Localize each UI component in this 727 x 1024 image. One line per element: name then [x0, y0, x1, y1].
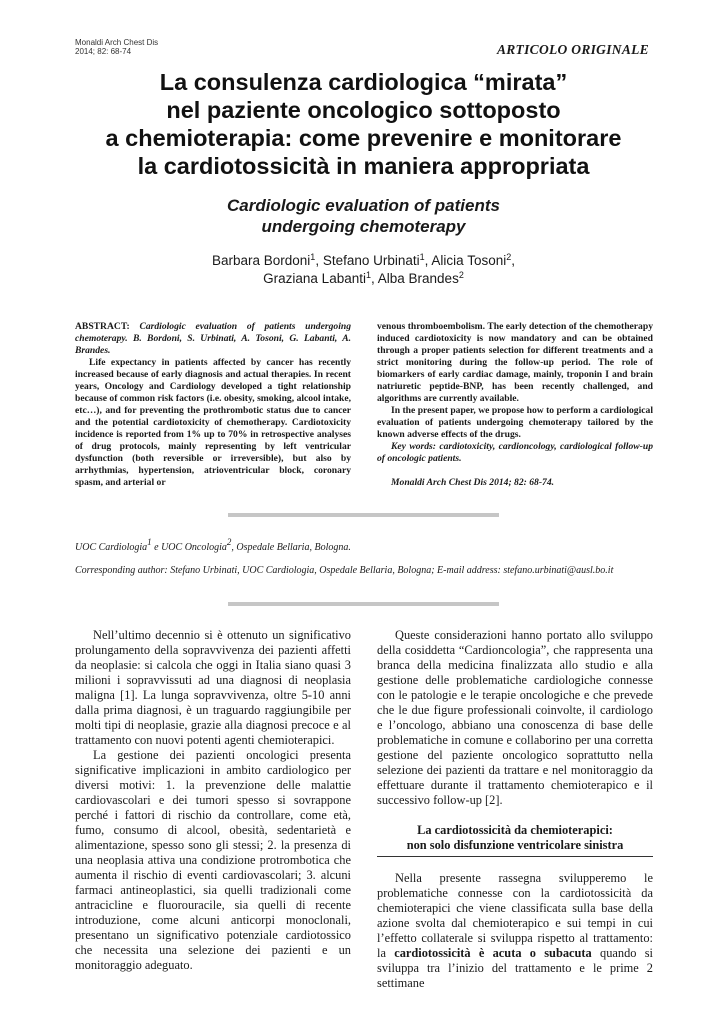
abstract-left-column — [75, 321, 351, 489]
affiliation-unit: UOC Cardiologia — [75, 542, 148, 553]
author-separator: , — [315, 253, 323, 268]
author-name: Stefano Urbinati — [322, 253, 420, 268]
section-heading — [377, 823, 653, 857]
affiliation-marker: 2 — [226, 537, 232, 547]
journal-volume: 2014; 82: 68-74 — [75, 47, 132, 56]
subtitle-line: undergoing chemoterapy — [261, 217, 466, 236]
title-line: La consulenza cardiologica “mirata” — [159, 69, 568, 95]
author-name: Barbara Bordoni — [211, 253, 311, 268]
divider — [228, 602, 499, 606]
abstract-right-column — [377, 321, 653, 489]
abstract-keywords: Key words: cardiotoxicity, cardioncology, cardiological follow-up of oncologic patients. — [377, 441, 653, 464]
abstract-journal-cite: Monaldi Arch Chest Dis 2014; 82: 68-74. — [391, 477, 555, 488]
body-left-column — [75, 628, 351, 973]
body-paragraph: Nell’ultimo decennio si è ottenuto un significativo prolungamento della sopravvivenza dei pazienti affetti da neoplasie: si calcola che oggi in Italia siano quasi 3 milioni i sopravvissuti ad una diagnosi di neoplasia maligna [1]. La lunga sopravvivenza, oltre 5-10 anni dalla prima diagnosi, è un traguardo raggiungibile per molti tipi di neoplasie, grazie alla diagnosi precoce e al trattamento con nuovi potenti agenti chemioterapici. — [75, 628, 351, 747]
abstract-citation — [75, 321, 351, 357]
body-right-column — [377, 628, 653, 991]
affiliation-marker: 1 — [419, 252, 425, 262]
body-paragraph: Queste considerazioni hanno portato allo sviluppo della cosiddetta “Cardioncologia”, che rappresenta una branca della medicina finalizzata allo studio e alla gestione delle problematiche cardiologiche connesse con le patologie e le terapie oncologiche e che prevede che le due figure professionali coinvolte, il cardiologo e l’oncologo, abbiano una conoscenza di base delle problematiche in comune e collaborino per una corretta gestione del paziente oncologico soprattutto nella selezione dei pazienti da trattare e nel monitoraggio da effettuare durante il trattamento chemioterapico e il successivo follow-up [2]. — [377, 628, 653, 807]
abstract-paragraph: Life expectancy in patients affected by cancer has recently increased because of early diagnosis and actual therapies. In recent years, Oncology and Cardiology developed a tight relationship because of common risk factors (i.e. obesity, smoking, alcool intake, etc…), and for preventing the prothrombotic status due to cancer and the potential cardiotoxicity of chemotherapy. Cardiotoxicity incidence is reported from 1% up to 70% in retrospective analyses of drug protocols, mainly representing by left ventricular dysfunction (both reversible or irreversible), but also by arrhythmias, hypertension, atrioventricular block, coronary spasm, and arterial or — [75, 357, 351, 488]
affiliation-marker: 1 — [310, 252, 316, 262]
abstract-paragraph: In the present paper, we propose how to perform a cardiological evaluation of patients undergoing chemoterapy tailored by the known adverse effects of the drugs. — [377, 405, 653, 440]
author-line — [40, 252, 687, 270]
affiliations — [75, 537, 655, 554]
body-paragraph — [377, 871, 653, 991]
body-paragraph: La gestione dei pazienti oncologici presenta significative implicazioni in ambito cardiologico per diversi motivi: 1. la prevenzione delle malattie cardiovascolari e dei tumori spesso si sovrappone perché i fattori di rischio da controllare, come età, fumo, consumo di alcool, obesità, sedentarietà e alimentazione, spesso sono gli stessi; 2. la presenza di una neoplasia attiva una condizione protrombotica che aumenta il rischio di eventi cardiovascolari; 3. alcuni farmaci antineoplastici, sia quelli tradizionali come antracicline e fluorouracile, sia quelli di recente introduzione, come alcuni anticorpi monoclonali, presentano un significativo potenziale cardiotossico che necessita una selezione dei pazienti e un monitoraggio adeguato. — [75, 748, 351, 972]
affiliation-unit: e UOC Oncologia — [151, 542, 227, 553]
english-title — [40, 195, 687, 237]
journal-reference — [75, 38, 158, 56]
affiliation-marker: 2 — [458, 270, 464, 280]
corresponding-author: Corresponding author: Stefano Urbinati, UOC Cardiologia, Ospedale Bellaria, Bologna; E-mail address: stefano.urbinati@ausl.bo.it — [75, 565, 614, 576]
abstract-label: ABSTRACT: — [75, 321, 130, 332]
affiliation-marker: 1 — [365, 270, 371, 280]
body-text: Nella presente rassegna svilupperemo le problematiche connesse con la cardiotossicità da chemioterapici che viene classificata sulla base della azione svolta dal chemioterapico e sui tempi in cui l’effetto collaterale si sviluppa rispetto al trattamento: la — [377, 871, 653, 960]
affiliation-location: , Ospedale Bellaria, Bologna. — [231, 542, 351, 553]
body-bold-text: cardiotossicità è acuta o subacuta — [394, 946, 592, 960]
subtitle-line: Cardiologic evaluation of patients — [227, 196, 500, 215]
author-name: Alicia Tosoni — [431, 253, 507, 268]
body-text: quando si sviluppa tra l’inizio del trattamento e le prime 2 settimane — [377, 946, 654, 990]
author-separator: , — [424, 253, 432, 268]
author-name: Alba Brandes — [377, 271, 459, 286]
author-list — [40, 252, 687, 288]
author-separator: , — [371, 271, 378, 286]
section-heading-line: non solo disfunzione ventricolare sinistra — [406, 838, 624, 852]
section-heading-line: La cardiotossicità da chemioterapici: — [417, 823, 613, 837]
abstract-citation-text: Cardiologic evaluation of patients undergoing chemoterapy. B. Bordoni, S. Urbinati, A. Tosoni, G. Labanti, A. Brandes. — [75, 321, 351, 356]
affiliation-marker: 1 — [147, 537, 152, 547]
title-line: la cardiotossicità in maniera appropriata — [137, 153, 590, 179]
author-separator: , — [511, 253, 515, 268]
journal-name: Monaldi Arch Chest Dis — [75, 38, 159, 47]
author-line — [40, 270, 687, 288]
divider — [228, 513, 499, 517]
affiliation-marker: 2 — [506, 252, 512, 262]
author-name: Graziana Labanti — [263, 271, 366, 286]
title-line: nel paziente oncologico sottoposto — [166, 97, 561, 123]
section-label: ARTICOLO ORIGINALE — [496, 42, 649, 57]
abstract-paragraph-continued: venous thromboembolism. The early detection of the chemotherapy induced cardiotoxicity is now mandatory and can be obtained through a proper patients selection for different treatments and a strict monitoring during the follow-up period. The role of biomarkers of early cardiac damage, mainly, troponin I and brain natriuretic peptide-BNP, has been recently challenged, and algorithms are currently available. — [377, 321, 653, 404]
article-title — [40, 68, 687, 180]
title-line: a chemioterapia: come prevenire e monitorare — [105, 125, 622, 151]
